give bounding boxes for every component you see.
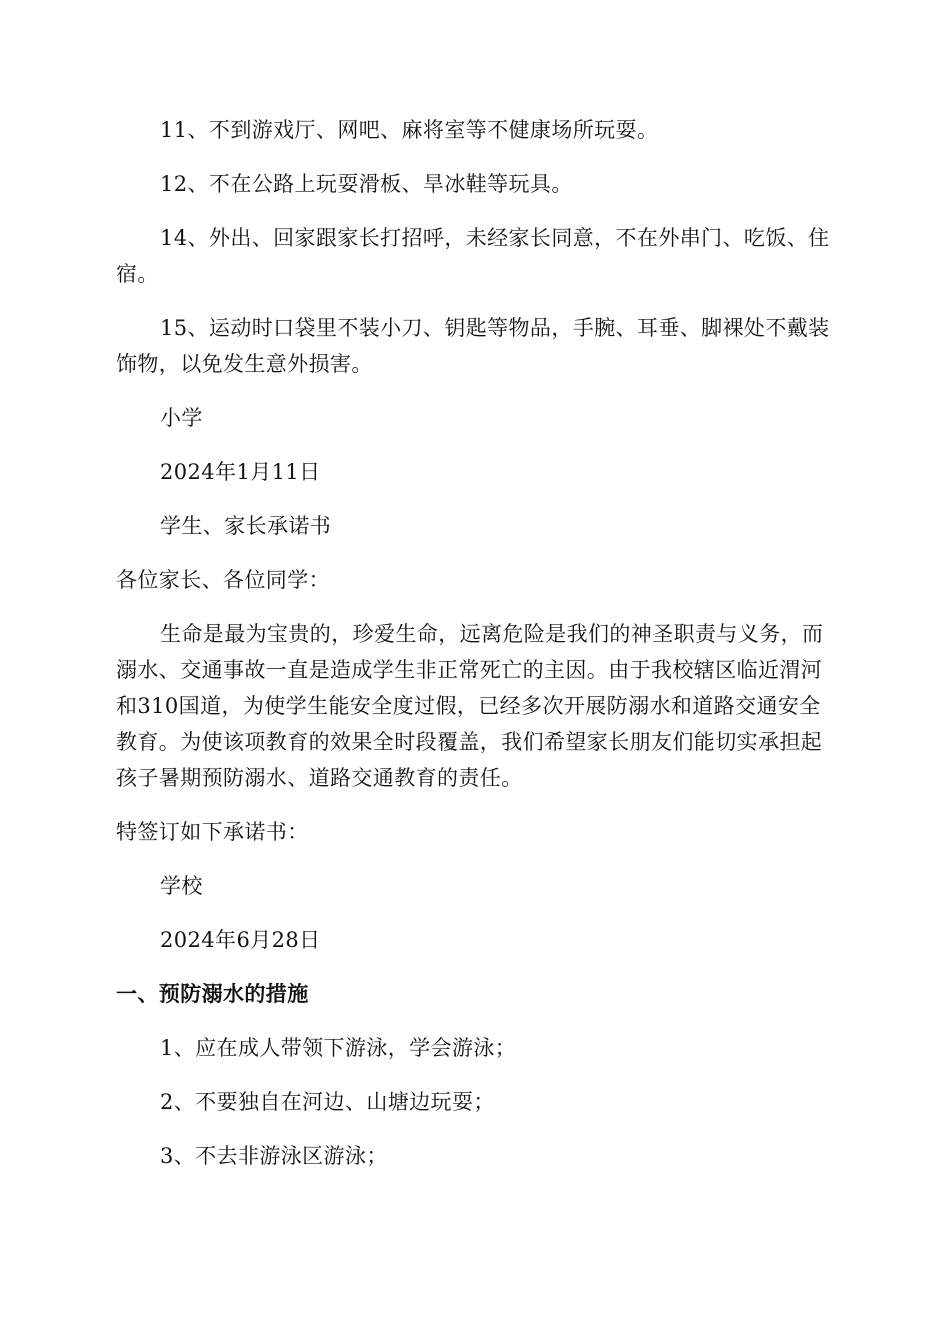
rule-item-12: 12、不在公路上玩耍滑板、旱冰鞋等玩具。 [160,172,573,196]
sign-note: 特签订如下承诺书： [116,820,309,844]
date-line-2: 2024年6月28日 [160,928,321,952]
rule-item-14: 14、外出、回家跟家长打招呼，未经家长同意，不在外串门、吃饭、住宿。 [116,226,830,286]
signature-school: 小学 [160,406,203,430]
rule-item-11: 11、不到游戏厅、网吧、麻将室等不健康场所玩耍。 [160,118,659,142]
greeting: 各位家长、各位同学： [116,568,330,592]
body-paragraph: 生命是最为宝贵的，珍爱生命，远离危险是我们的神圣职责与义务，而溺水、交通事故一直是造成学生非正常死亡的主因。由于我校辖区临近渭河和310国道，为使学生能安全度过假，已经多次开展防溺水和道路交通安全教育。为使该项教育的效果全时段覆盖，我们希望家长朋友们能切实承担起孩子暑期预防溺水、道路交通教育的责任。 [116,622,824,790]
measure-item-3: 3、不去非游泳区游泳； [160,1144,388,1168]
section-heading: 一、预防溺水的措施 [116,981,309,1006]
rule-item-15: 15、运动时口袋里不装小刀、钥匙等物品，手腕、耳垂、脚裸处不戴装饰物，以免发生意外损害。 [116,316,830,376]
letter-title: 学生、家长承诺书 [160,514,332,538]
measure-item-1: 1、应在成人带领下游泳，学会游泳； [160,1036,517,1060]
document-body [116,112,832,1192]
measure-item-2: 2、不要独自在河边、山塘边玩耍； [160,1090,495,1114]
signature-school-2: 学校 [160,874,203,898]
date-line-1: 2024年1月11日 [160,460,321,484]
